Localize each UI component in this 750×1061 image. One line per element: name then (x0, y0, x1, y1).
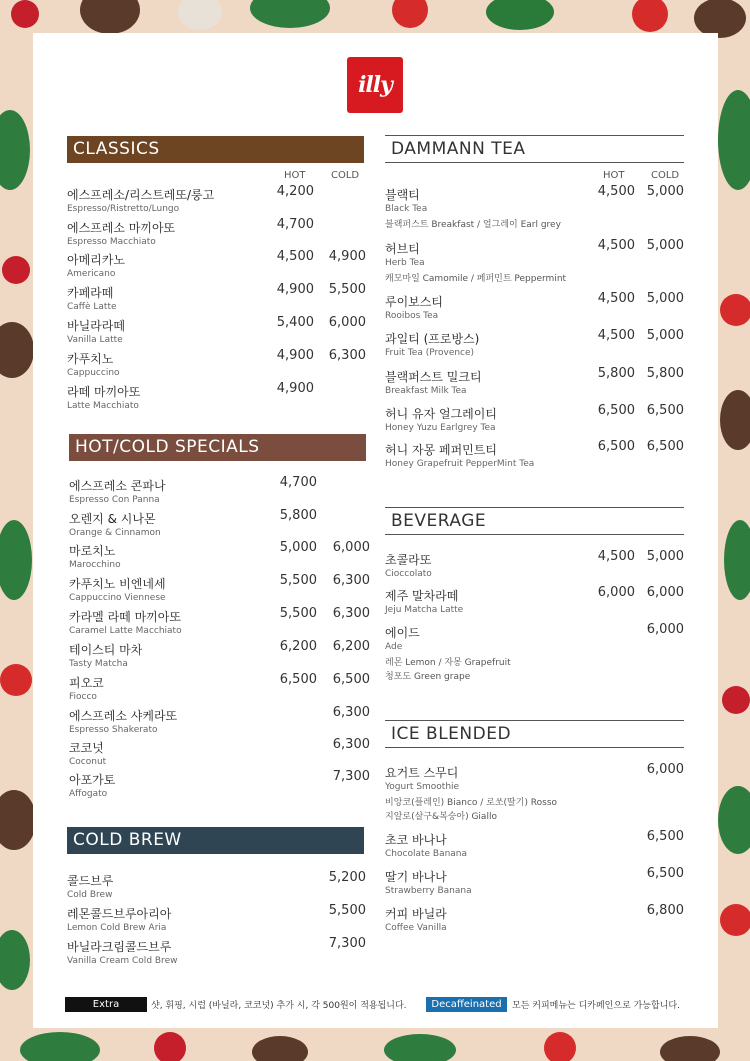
item-name-ko: 블랙티 (385, 188, 420, 202)
price-cold: 6,300 (332, 705, 370, 720)
item-name-ko: 과일티 (프로방스) (385, 332, 480, 346)
price-hot: 4,500 (597, 328, 635, 343)
item-name-en: Chocolate Banana (385, 849, 468, 859)
menu-item (69, 641, 369, 669)
price-cold: 5,000 (646, 549, 684, 564)
price-hot: 4,500 (597, 549, 635, 564)
menu-item (69, 542, 369, 570)
item-name-en: Strawberry Banana (385, 886, 472, 896)
classics-hot-header: HOT (284, 170, 306, 181)
item-name-en: Vanilla Latte (67, 335, 123, 345)
item-name-en: Breakfast Milk Tea (385, 386, 467, 396)
item-name-en: Espresso/Ristretto/Lungo (67, 204, 180, 214)
item-name-en: Tasty Matcha (69, 659, 128, 669)
price-cold: 6,500 (646, 439, 684, 454)
menu-item (385, 905, 685, 933)
price-cold: 6,500 (646, 866, 684, 881)
item-name-ko: 딸기 바나나 (385, 870, 447, 884)
item-name-en: Latte Macchiato (67, 401, 139, 411)
price-cold: 4,900 (328, 249, 366, 264)
classics-cold-header: COLD (331, 170, 360, 181)
price-hot: 6,500 (597, 439, 635, 454)
price-hot: 4,500 (597, 238, 635, 253)
price-hot: 5,500 (279, 606, 317, 621)
price-hot: 4,500 (276, 249, 314, 264)
price-hot: 4,900 (276, 381, 314, 396)
price-hot: 4,900 (276, 348, 314, 363)
menu-item (385, 551, 685, 579)
item-options: 레몬 Lemon / 자몽 Grapefruit (385, 658, 511, 668)
item-name-en: Herb Tea (385, 258, 425, 268)
item-name-ko: 에스프레소 마끼아또 (67, 221, 176, 235)
price-hot: 4,700 (279, 475, 317, 490)
menu-item (67, 317, 367, 345)
menu-item (385, 764, 685, 822)
item-name-ko: 피오코 (69, 676, 104, 690)
price-cold: 6,000 (328, 315, 366, 330)
item-options: 청포도 Green grape (385, 672, 471, 682)
price-cold: 5,500 (328, 282, 366, 297)
price-hot: 6,500 (597, 403, 635, 418)
dammann-hot-header: HOT (603, 170, 625, 181)
dammann-cold-header: COLD (651, 170, 680, 181)
item-name-ko: 초콜라또 (385, 553, 432, 567)
menu-item (67, 186, 367, 214)
item-name-en: Cioccolato (385, 569, 432, 579)
menu-card (33, 33, 718, 1028)
menu-item (385, 186, 685, 230)
price-cold: 6,000 (332, 540, 370, 555)
item-name-en: Cappuccino (67, 368, 120, 378)
footer-notes (33, 997, 718, 1017)
menu-item (385, 831, 685, 859)
item-name-en: Fruit Tea (Provence) (385, 348, 475, 358)
price-hot: 5,400 (276, 315, 314, 330)
menu-item (69, 575, 369, 603)
item-name-ko: 루이보스티 (385, 295, 443, 309)
section-title-classics: CLASSICS (67, 136, 364, 163)
item-name-en: Cappuccino Viennese (69, 593, 166, 603)
menu-item (69, 608, 369, 636)
menu-item (385, 368, 685, 396)
price-cold: 6,000 (646, 762, 684, 777)
section-title-cold-brew: COLD BREW (67, 827, 364, 854)
item-name-ko: 마로치노 (69, 544, 116, 558)
menu-item (67, 251, 367, 279)
price-cold: 6,000 (646, 585, 684, 600)
menu-item (67, 284, 367, 312)
item-name-ko: 라떼 마끼아또 (67, 385, 141, 399)
item-options: 블랙퍼스트 Breakfast / 얼그레이 Earl grey (385, 220, 561, 230)
menu-item (67, 905, 367, 933)
price-cold: 6,500 (646, 403, 684, 418)
item-name-ko: 카푸치노 (67, 352, 114, 366)
item-name-en: Caffè Latte (67, 302, 117, 312)
menu-item (69, 739, 369, 767)
item-name-en: Orange & Cinnamon (69, 528, 161, 538)
price-cold: 5,000 (646, 291, 684, 306)
item-name-en: Espresso Macchiato (67, 237, 156, 247)
price-hot: 5,500 (279, 573, 317, 588)
menu-item (385, 330, 685, 358)
price-cold: 6,500 (332, 672, 370, 687)
extra-text: 샷, 휘핑, 시럽 (바닐라, 코코넛) 추가 시, 각 500원이 적용됩니다. (151, 1001, 407, 1011)
menu-item (385, 868, 685, 896)
menu-item (67, 219, 367, 247)
extra-tag: Extra (65, 997, 147, 1012)
item-name-en: Jeju Matcha Latte (385, 605, 464, 615)
item-name-en: Cold Brew (67, 890, 113, 900)
item-name-ko: 요거트 스무디 (385, 766, 459, 780)
menu-item (385, 240, 685, 284)
menu-item (67, 872, 367, 900)
price-hot: 4,200 (276, 184, 314, 199)
item-name-ko: 에스프레소 샤케라또 (69, 709, 178, 723)
item-name-ko: 카라멜 라떼 마끼아또 (69, 610, 181, 624)
price-cold: 6,300 (332, 606, 370, 621)
item-name-en: Caramel Latte Macchiato (69, 626, 182, 636)
item-options: 지알로(살구&복숭아) Giallo (385, 812, 497, 822)
section-title-ice-blended: ICE BLENDED (385, 720, 684, 748)
section-title-beverage: BEVERAGE (385, 507, 684, 535)
menu-item (67, 350, 367, 378)
price-cold: 5,500 (328, 903, 366, 918)
menu-item (385, 587, 685, 615)
item-name-ko: 카페라떼 (67, 286, 114, 300)
price-hot: 6,200 (279, 639, 317, 654)
item-name-en: Coconut (69, 757, 107, 767)
price-cold: 5,200 (328, 870, 366, 885)
price-cold: 7,300 (332, 769, 370, 784)
item-name-ko: 에스프레소 콘파나 (69, 479, 166, 493)
item-name-ko: 코코넛 (69, 741, 104, 755)
price-cold: 6,300 (332, 737, 370, 752)
price-hot: 4,700 (276, 217, 314, 232)
item-options: 비앙코(플레인) Bianco / 로쏘(딸기) Rosso (385, 798, 558, 808)
item-name-en: Americano (67, 269, 116, 279)
item-name-ko: 콜드브루 (67, 874, 114, 888)
price-hot: 4,500 (597, 291, 635, 306)
menu-item (69, 707, 369, 735)
item-name-ko: 허브티 (385, 242, 420, 256)
menu-item (69, 674, 369, 702)
price-hot: 4,500 (597, 184, 635, 199)
illy-logo: illy (347, 57, 403, 113)
menu-item (385, 441, 685, 469)
item-name-ko: 허니 유자 얼그레이티 (385, 407, 497, 421)
item-name-ko: 커피 바닐라 (385, 907, 447, 921)
price-cold: 6,500 (646, 829, 684, 844)
item-options: 캐모마일 Camomile / 페퍼민트 Peppermint (385, 274, 567, 284)
price-hot: 6,000 (597, 585, 635, 600)
price-cold: 6,800 (646, 903, 684, 918)
decaf-text: 모든 커피메뉴는 디카페인으로 가능합니다. (512, 1001, 680, 1011)
item-name-ko: 제주 말차라떼 (385, 589, 459, 603)
item-name-en: Espresso Con Panna (69, 495, 160, 505)
item-name-ko: 아메리카노 (67, 253, 125, 267)
menu-item (69, 477, 369, 505)
item-name-en: Fiocco (69, 692, 97, 702)
item-name-en: Honey Yuzu Earlgrey Tea (385, 423, 496, 433)
item-name-ko: 테이스티 마차 (69, 643, 143, 657)
price-cold: 6,300 (328, 348, 366, 363)
item-name-en: Vanilla Cream Cold Brew (67, 956, 178, 966)
price-cold: 5,000 (646, 328, 684, 343)
item-name-en: Affogato (69, 789, 108, 799)
item-name-en: Honey Grapefruit PepperMint Tea (385, 459, 535, 469)
item-name-ko: 카푸치노 비엔네세 (69, 577, 166, 591)
menu-item (385, 293, 685, 321)
price-cold: 6,300 (332, 573, 370, 588)
item-name-ko: 바닐라라떼 (67, 319, 125, 333)
item-name-en: Yogurt Smoothie (385, 782, 460, 792)
item-name-ko: 에스프레소/리스트레또/룽고 (67, 188, 215, 202)
item-name-en: Coffee Vanilla (385, 923, 447, 933)
menu-item (67, 938, 367, 966)
menu-item (69, 771, 369, 799)
item-name-ko: 블랙퍼스트 밀크티 (385, 370, 482, 384)
section-title-specials: HOT/COLD SPECIALS (69, 434, 366, 461)
item-name-ko: 바닐라크림콜드브루 (67, 940, 172, 954)
menu-item (69, 510, 369, 538)
item-name-en: Black Tea (385, 204, 428, 214)
price-hot: 5,000 (279, 540, 317, 555)
menu-item (385, 624, 685, 682)
price-cold: 6,200 (332, 639, 370, 654)
price-cold: 6,000 (646, 622, 684, 637)
item-name-en: Espresso Shakerato (69, 725, 158, 735)
item-name-en: Rooibos Tea (385, 311, 439, 321)
price-cold: 5,000 (646, 184, 684, 199)
price-hot: 6,500 (279, 672, 317, 687)
menu-item (385, 405, 685, 433)
section-title-dammann: DAMMANN TEA (385, 135, 684, 163)
decaf-tag: Decaffeinated (426, 997, 507, 1012)
item-name-en: Ade (385, 642, 403, 652)
item-name-ko: 오렌지 & 시나몬 (69, 512, 156, 526)
item-name-ko: 레몬콜드브루아리아 (67, 907, 172, 921)
price-cold: 7,300 (328, 936, 366, 951)
menu-item (67, 383, 367, 411)
price-hot: 5,800 (597, 366, 635, 381)
item-name-ko: 초코 바나나 (385, 833, 447, 847)
item-name-ko: 아포가토 (69, 773, 116, 787)
price-hot: 4,900 (276, 282, 314, 297)
price-cold: 5,800 (646, 366, 684, 381)
item-name-en: Lemon Cold Brew Aria (67, 923, 167, 933)
item-name-ko: 허니 자몽 페퍼민트티 (385, 443, 497, 457)
price-cold: 5,000 (646, 238, 684, 253)
price-hot: 5,800 (279, 508, 317, 523)
item-name-ko: 에이드 (385, 626, 420, 640)
item-name-en: Marocchino (69, 560, 121, 570)
